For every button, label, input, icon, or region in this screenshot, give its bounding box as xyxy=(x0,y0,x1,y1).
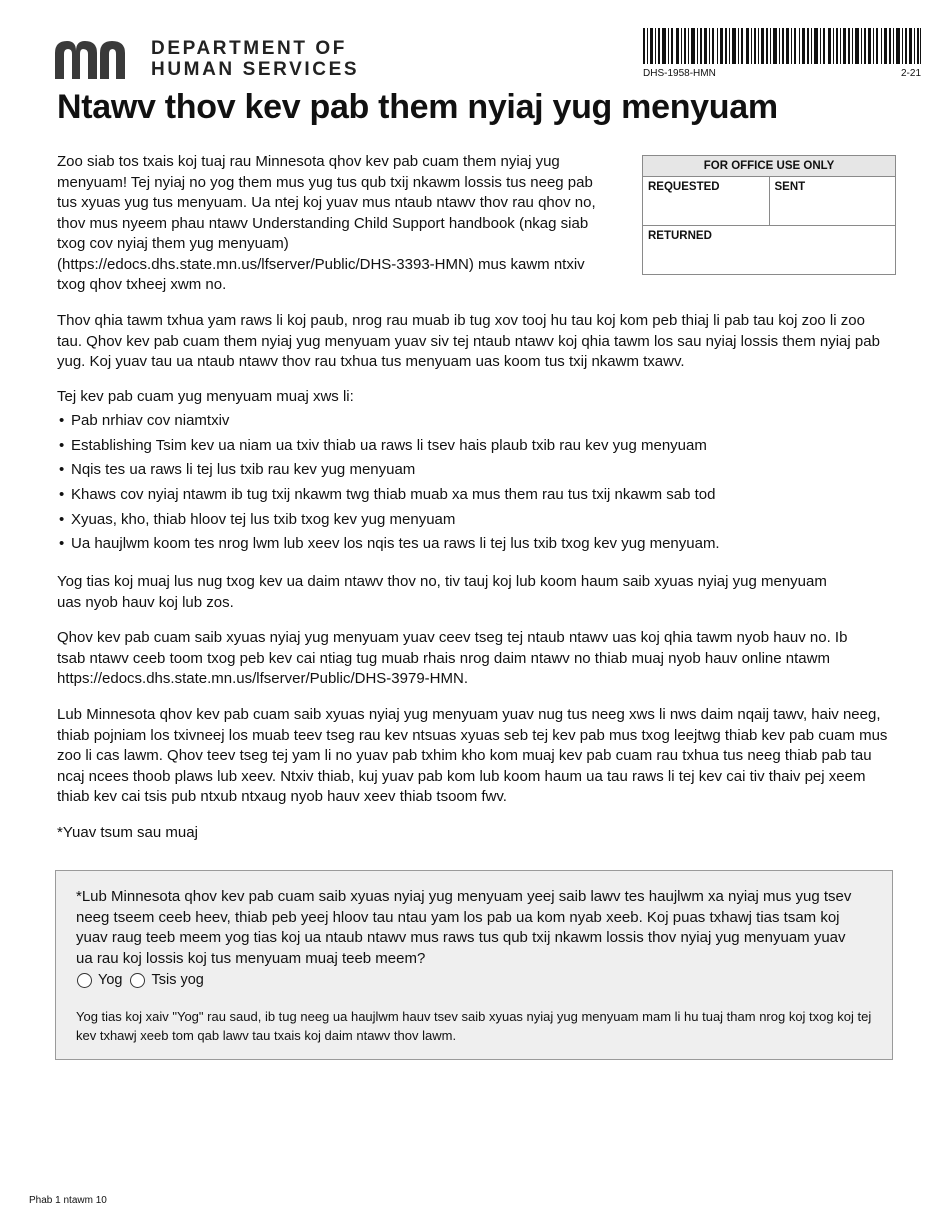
page-title: Ntawv thov kev pab them nyiaj yug menyuam xyxy=(57,88,778,126)
list-item: • Ua haujlwm koom tes nrog lwm lub xeev los nqis tes ua raws li tej lus txib txog kev yug menyuam. xyxy=(57,534,720,554)
list-item: • Xyuas, kho, thiab hloov tej lus txib txog kev yug menyuam xyxy=(57,510,720,530)
privacy-paragraph: Qhov kev pab cuam saib xyuas nyiaj yug menyuam yuav ceev tseg tej ntaub ntawv uas koj qhia tawm nyob hauv no. Ib tsab ntawv ceeb toom txog peb kev cai ntiag tug muab rhais nrog daim ntawv no thiab muaj nyob hauv online ntawm https://edocs.dhs.state.mn.us/lfserver/Public/DHS-3979-HMN. xyxy=(57,629,848,687)
intro-paragraph: Zoo siab tos txais koj tuaj rau Minnesota qhov kev pab cuam them nyiaj yug menyuam! Tej nyiaj no yog them mus yug tus qub txij nkawm lossis tus neeg pab tus xyuas yug tus menyuam. Ua ntej koj yuav mus ntaub ntawv thov rau qhov no, thov mus nyeem phau ntawv Understanding Child Support handbook (nkag siab txog cov nyiaj them yug menyuam) (https://edocs.dhs.state.mn.us/lfserver/Public/DHS-3393-HMN) mus kawm ntxiv txog qhov txheej xwm no. xyxy=(57,153,596,293)
follow-up-note: Yog tias koj xaiv "Yog" rau saud, ib tug neeg ua haujlwm hauv tsev saib xyuas nyiaj yug menyuam mam li hu tuaj tham nrog koj txog koj tej kev txhawj xeeb tom qab lawv tau txais koj daim ntawv thov lawm. xyxy=(76,1009,872,1043)
form-id: DHS-1958-HMN xyxy=(643,68,716,79)
mn-logo-icon xyxy=(55,39,139,79)
office-row-2 xyxy=(643,226,895,274)
safety-notice-box xyxy=(55,870,893,1060)
returned-field: RETURNED xyxy=(648,230,712,242)
radio-yes[interactable] xyxy=(77,973,92,988)
radio-no[interactable] xyxy=(130,973,145,988)
form-date: 2-21 xyxy=(900,68,921,79)
logo-text xyxy=(151,38,359,80)
logo-line-2: HUMAN SERVICES xyxy=(151,59,360,80)
requested-field: REQUESTED xyxy=(648,181,720,193)
instructions-paragraph: Thov qhia tawm txhua yam raws li koj paub, nrog rau muab ib tug xov tooj hu tau koj kom peb thiaj li pab tau koj zoo li zoo tau. Qhov kev pab cuam them nyiaj yug menyuam yuav siv tej ntaub ntawv koj qhia tawm los sau nyiaj lossis them nyiaj pab yug. Koj yuav tau ua ntaub ntawv thov rau txhua tus menyuam uas koom tus txij nkawm txawv. xyxy=(57,312,880,370)
office-use-heading: FOR OFFICE USE ONLY xyxy=(643,156,895,177)
safety-options xyxy=(77,972,212,988)
page-number: Phab 1 ntawm 10 xyxy=(29,1195,107,1206)
sent-field: SENT xyxy=(769,177,896,225)
services-list-intro: Tej kev pab cuam yug menyuam muaj xws li: xyxy=(57,388,354,405)
services-list xyxy=(57,411,720,559)
option-no-label: Tsis yog xyxy=(151,972,204,988)
office-row-1 xyxy=(643,177,895,226)
office-use-box xyxy=(642,155,896,275)
list-item: • Nqis tes ua raws li tej lus txib rau kev yug menyuam xyxy=(57,460,720,480)
list-item: • Khaws cov nyiaj ntawm ib tug txij nkawm twg thiab muab xa mus them rau tus txij nkawm sab tod xyxy=(57,485,720,505)
dhs-logo xyxy=(55,38,359,80)
safety-question: *Lub Minnesota qhov kev pab cuam saib xyuas nyiaj yug menyuam yeej saib lawv tes haujlwm xa nyiaj mus yug tsev neeg tseem ceeb heev, thiab peb yeej hloov tau ntau yam los pab ua kom nyab xeeb. Koj puas txhawj tias tsam koj yuav raug teeb meem yog tias koj ua ntaub ntawv mus raws tus qub txij nkawm lossis thov nyiaj yug menyuam yuav ua rau koj lossis koj tus menyuam muaj teeb meem? xyxy=(76,888,852,967)
option-yes[interactable] xyxy=(77,972,122,988)
option-yes-label: Yog xyxy=(98,972,123,988)
list-item: • Pab nrhiav cov niamtxiv xyxy=(57,411,720,431)
logo-line-1: DEPARTMENT OF xyxy=(151,38,347,59)
barcode-icon xyxy=(643,28,921,64)
demographics-paragraph: Lub Minnesota qhov kev pab cuam saib xyuas nyiaj yug menyuam yuav nug tus neeg xws li nws daim nqaij tawv, haiv neeg, thiab pojniam los txivneej los muab teev tseg rau kev ntsuas xyuas seb tej kev pab mus txog leejtwg thiab kev pab cuam mus zoo li cas lawm. Qhov teev tseg tej yam li no yuav pab txhim kho kom muaj kev pab cuam rau txhua tus neeg thiab pab tau ncaj ncees thoob plaws lub xeev. Ntxiv thiab, kuj yuav pab kom lub koom haum ua tau raws li tej kev cai tiv thaiv pej xeem thiab kev cai tsis pub ntxub ntxaug nyob hauv xeev thiab tsoom fwv. xyxy=(57,706,888,805)
option-no[interactable] xyxy=(130,972,203,988)
required-note: *Yuav tsum sau muaj xyxy=(57,824,198,841)
questions-paragraph: Yog tias koj muaj lus nug txog kev ua daim ntawv thov no, tiv tauj koj lub koom haum saib xyuas nyiaj yug menyuam uas nyob hauv koj lub zos. xyxy=(57,573,827,611)
list-item: • Establishing Tsim kev ua niam ua txiv thiab ua raws li tsev hais plaub txib rau kev yug menyuam xyxy=(57,436,720,456)
